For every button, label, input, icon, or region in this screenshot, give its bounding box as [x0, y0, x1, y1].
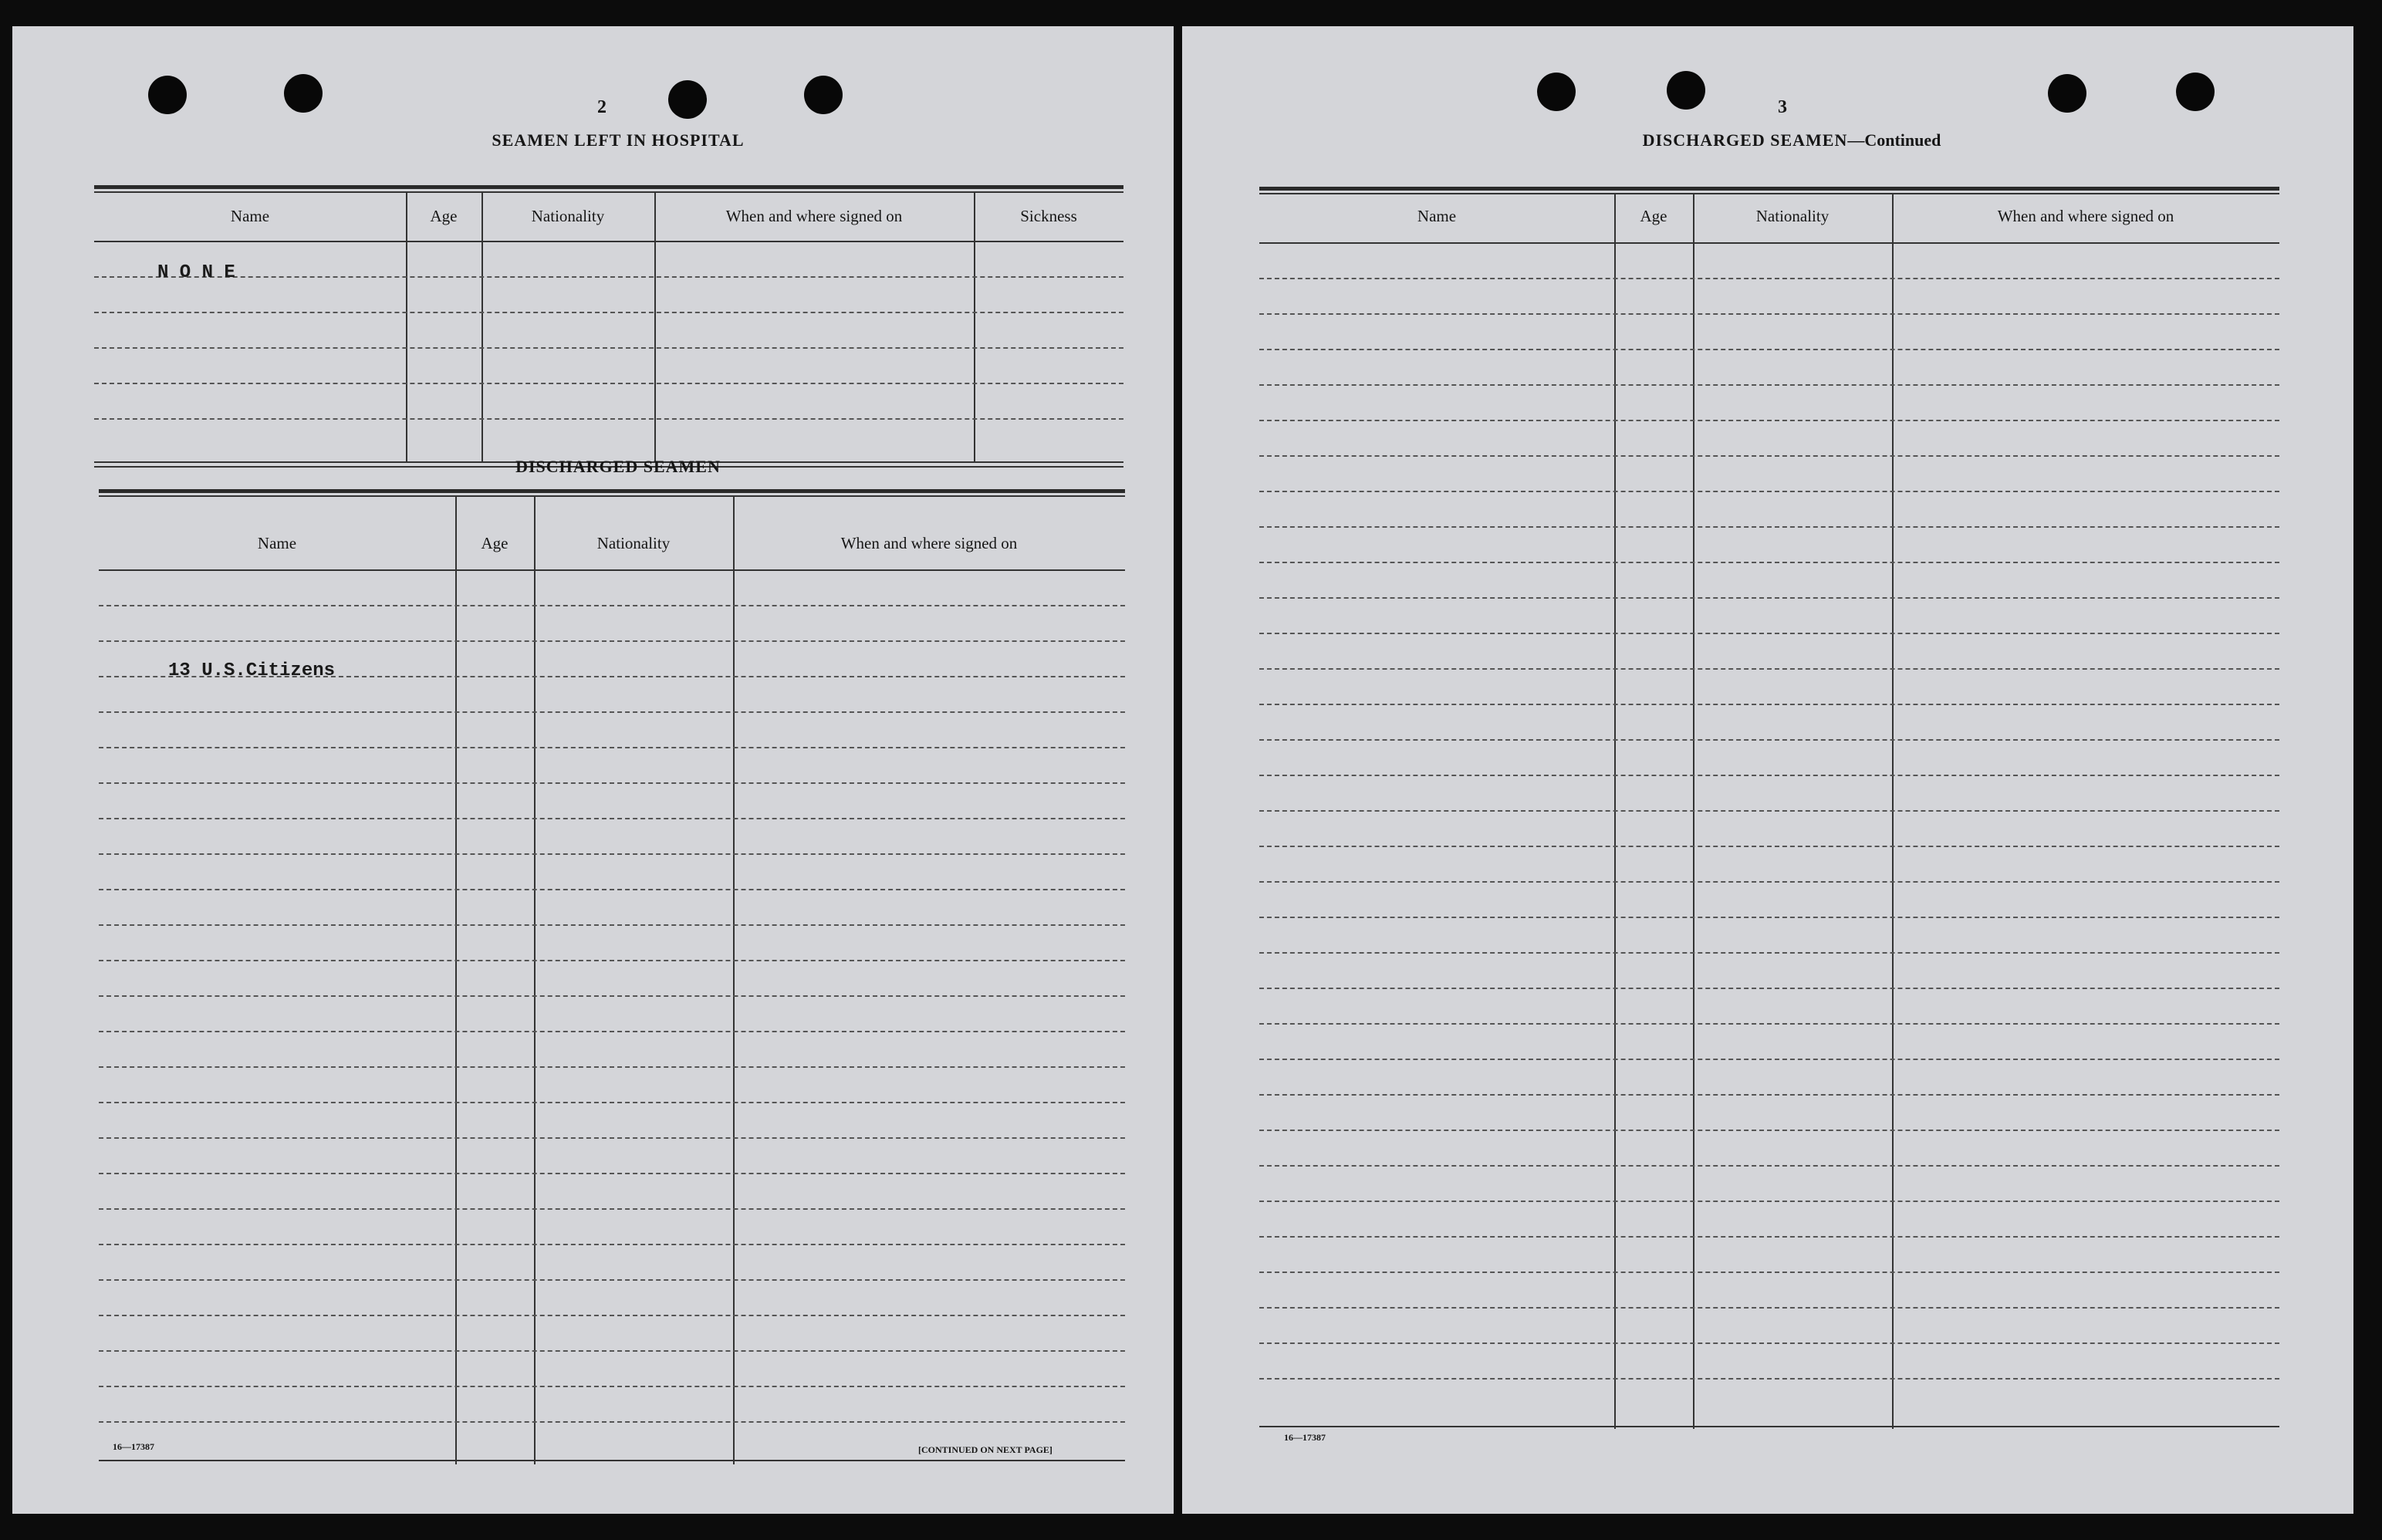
form-number: 16—17387 [1284, 1432, 1326, 1443]
table-top-rule [94, 185, 1123, 189]
column-header-name: Name [257, 534, 297, 552]
section-title-discharged: DISCHARGED SEAMEN [515, 457, 721, 476]
page-number: 2 [597, 97, 606, 117]
discharged-entry: 13 U.S.Citizens [168, 660, 336, 681]
column-header-age: Age [1640, 207, 1667, 225]
punch-hole [668, 80, 707, 119]
section-title-suffix: —Continued [1847, 130, 1941, 150]
column-header-sickness: Sickness [1020, 207, 1077, 225]
page-number: 3 [1778, 97, 1787, 117]
header-bottom-rule [1259, 242, 2279, 244]
form-number: 16—17387 [113, 1441, 154, 1452]
punch-hole [148, 76, 187, 114]
column-header-nationality: Nationality [596, 534, 671, 552]
column-header-nationality: Nationality [1755, 207, 1830, 225]
column-header-nationality: Nationality [531, 207, 605, 225]
column-header-name: Name [1417, 207, 1457, 225]
continued-note: [CONTINUED ON NEXT PAGE] [918, 1444, 1052, 1455]
column-header-signed-on: When and where signed on [840, 534, 1018, 552]
section-title-discharged-continued [1522, 130, 2062, 150]
hospital-table [94, 160, 1123, 469]
column-header-age: Age [481, 534, 508, 552]
punch-hole [1537, 73, 1576, 111]
column-header-age: Age [430, 207, 458, 225]
column-header-name: Name [230, 207, 270, 225]
punch-hole [1667, 71, 1705, 110]
punch-hole [2048, 74, 2086, 113]
discharged-table-continued [1259, 160, 2279, 1464]
hospital-entry: N O N E [157, 262, 235, 283]
table-top-rule [99, 489, 1125, 493]
section-title-hospital: SEAMEN LEFT IN HOSPITAL [492, 130, 745, 150]
punch-hole [2176, 73, 2215, 111]
section-title-text: DISCHARGED SEAMEN [1642, 130, 1848, 150]
header-bottom-rule [94, 241, 1123, 242]
column-header-signed-on: When and where signed on [1997, 207, 2174, 225]
column-header-signed-on: When and where signed on [725, 207, 903, 225]
punch-hole [804, 76, 843, 114]
discharged-table [99, 486, 1125, 1474]
right-page [1182, 26, 2353, 1514]
left-page [12, 26, 1174, 1514]
punch-hole [284, 74, 323, 113]
header-bottom-rule [99, 569, 1125, 571]
table-top-rule [1259, 187, 2279, 191]
